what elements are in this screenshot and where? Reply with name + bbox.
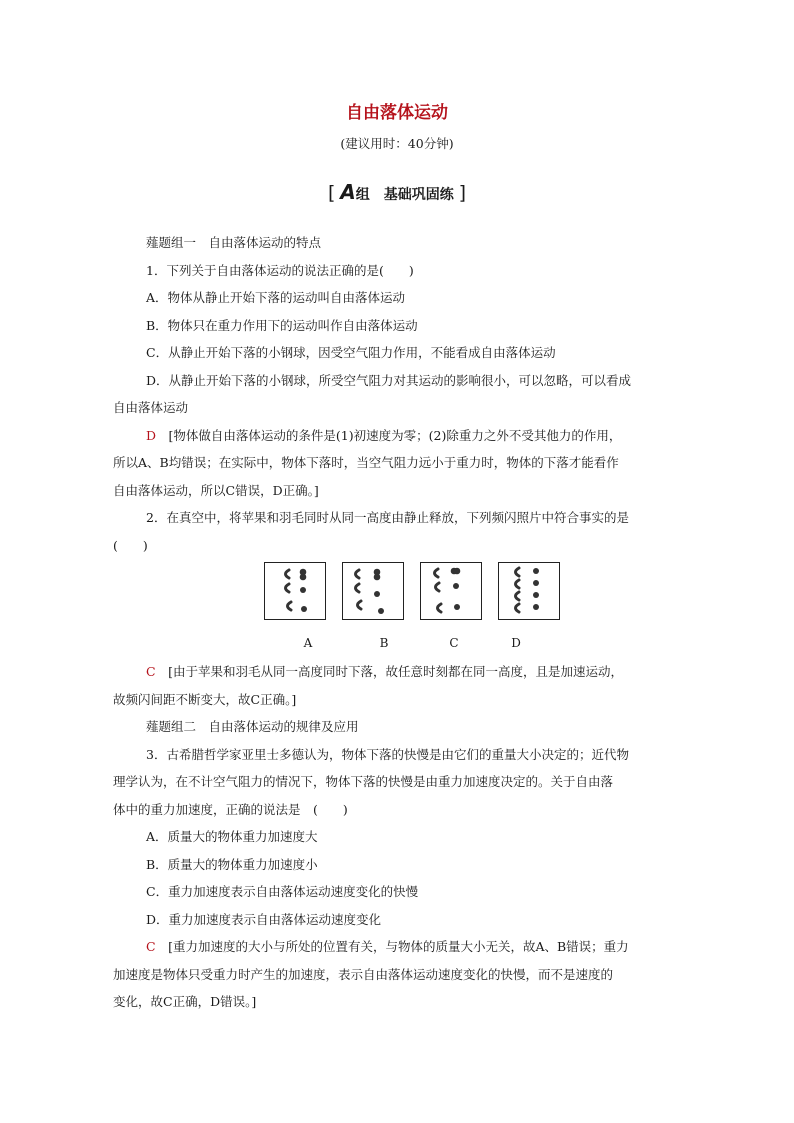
question-3-stem: 3．古希腊哲学家亚里士多德认为，物体下落的快慢是由它们的重量大小决定的；近代物 xyxy=(146,746,629,762)
question-1-answer-cont: 所以A、B均错误；在实际中，物体下落时，当空气阻力远小于重力时，物体的下落才能看作 xyxy=(113,455,619,470)
question-1-answer-cont: 自由落体运动，所以C错误，D正确。] xyxy=(113,482,319,498)
figure-label-c: C xyxy=(449,636,459,650)
question-2-stem-cont: ( ) xyxy=(113,537,148,553)
answer-letter: C xyxy=(146,939,156,954)
question-1-answer xyxy=(113,422,685,450)
question-3-option-b: B．质量大的物体重力加速度小 xyxy=(146,856,318,872)
question-3-answer-cont: 变化，故C正确，D错误。] xyxy=(113,994,257,1009)
answer-explanation: [由于苹果和羽毛从同一高度同时下落，故任意时刻都在同一高度，且是加速运动， xyxy=(168,664,623,679)
section-heading xyxy=(0,180,794,204)
figure-label-d: D xyxy=(511,636,521,650)
answer-letter: D xyxy=(146,427,157,443)
question-block-1 xyxy=(113,229,685,559)
strobe-photo-d xyxy=(498,562,560,620)
answer-explanation: [物体做自由落体运动的条件是(1)初速度为零；(2)除重力之外不受其他力的作用， xyxy=(168,427,622,443)
question-1-option-d: D．从静止开始下落的小钢球，所受空气阻力对其运动的影响很小，可以忽略，可以看成 xyxy=(146,372,632,388)
question-2-answer xyxy=(113,658,685,686)
question-3-stem-cont: 体中的重力加速度，正确的说法是 ( ) xyxy=(113,801,348,817)
question-1-option-a: A．物体从静止开始下落的运动叫自由落体运动 xyxy=(146,290,406,305)
question-3-option-c: C．重力加速度表示自由落体运动速度变化的快慢 xyxy=(146,884,419,899)
answer-letter: C xyxy=(146,664,156,679)
question-1-option-c: C．从静止开始下落的小钢球，因受空气阻力作用，不能看成自由落体运动 xyxy=(146,345,556,360)
figure-label-b: B xyxy=(379,636,389,650)
section-label: 组 基础巩固练 xyxy=(355,187,454,203)
question-3-answer xyxy=(113,933,685,961)
page-title: 自由落体运动 xyxy=(346,103,448,123)
question-3-option-d: D．重力加速度表示自由落体运动速度变化 xyxy=(146,911,382,927)
question-3-stem-cont: 理学认为，在不计空气阻力的情况下，物体下落的快慢是由重力加速度决定的。关于自由落 xyxy=(113,774,614,789)
question-2-answer-cont: 故频闪间距不断变大，故C正确。] xyxy=(113,691,297,707)
question-1-option-d-cont: 自由落体运动 xyxy=(113,400,189,415)
question-2-stem: 2．在真空中，将苹果和羽毛同时从同一高度由静止释放，下列频闪照片中符合事实的是 xyxy=(146,510,629,525)
answer-explanation: [重力加速度的大小与所处的位置有关，与物体的质量大小无关，故A、B错误；重力 xyxy=(168,939,629,954)
open-bracket: [ xyxy=(327,182,336,204)
question-1-stem: 1．下列关于自由落体运动的说法正确的是( ) xyxy=(146,262,414,278)
close-bracket: ] xyxy=(458,182,467,204)
strobe-photo-b xyxy=(342,562,404,620)
topic-group-2: 薤题组二 自由落体运动的规律及应用 xyxy=(146,719,359,734)
suggested-time: (建议用时：40分钟) xyxy=(340,136,454,151)
strobe-photo-a xyxy=(264,562,326,620)
question-1-option-b: B．物体只在重力作用下的运动叫作自由落体运动 xyxy=(146,317,418,333)
figure-label-a: A xyxy=(303,636,313,650)
strobe-photo-figures xyxy=(264,562,564,622)
topic-group-1: 薤题组一 自由落体运动的特点 xyxy=(146,235,322,250)
group-letter: A xyxy=(340,180,356,204)
question-3-answer-cont: 加速度是物体只受重力时产生的加速度，表示自由落体运动速度变化的快慢，而不是速度的 xyxy=(113,966,614,982)
strobe-photo-c xyxy=(420,562,482,620)
question-3-option-a: A．质量大的物体重力加速度大 xyxy=(146,829,318,844)
question-block-2 xyxy=(113,658,685,1016)
